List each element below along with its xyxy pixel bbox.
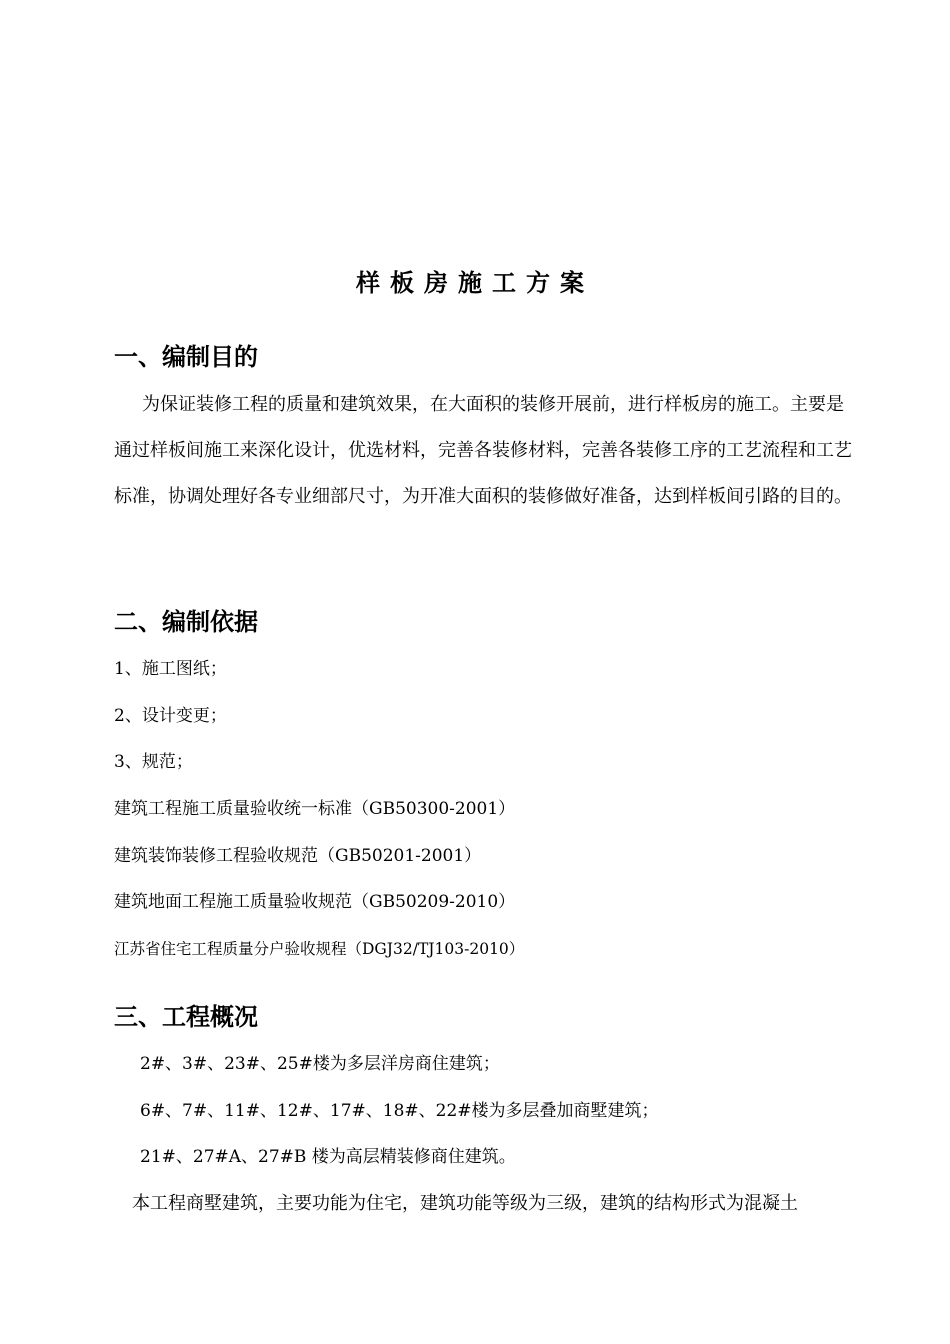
overview-item: 6#、7#、11#、12#、17#、18#、22#楼为多层叠加商墅建筑；: [140, 1101, 659, 1121]
basis-item: 1、施工图纸；: [114, 659, 227, 679]
overview-item: 21#、27#A、27#B 楼为高层精装修商住建筑。: [140, 1147, 516, 1167]
section-1-paragraph: 为保证装修工程的质量和建筑效果，在大面积的装修开展前，进行样板房的施工。主要是通过样板间施工来深化设计，优选材料，完善各装修材料，完善各装修工序的工艺流程和工艺标准，协调处理好各专业细部尺寸，为开准大面积的装修做好准备，达到样板间引路的目的。: [114, 394, 852, 507]
overview-paragraph: 本工程商墅建筑，主要功能为住宅，建筑功能等级为三级，建筑的结构形式为混凝土: [132, 1193, 798, 1214]
standard-item: 建筑装饰装修工程验收规范（GB50201-2001）: [114, 846, 482, 866]
document-title: 样板房施工方案: [356, 269, 594, 297]
standard-item: 建筑地面工程施工质量验收规范（GB50209-2010）: [114, 892, 516, 912]
basis-item: 2、设计变更；: [114, 706, 227, 726]
standard-item: 江苏省住宅工程质量分户验收规程（DGJ32/TJ103-2010）: [114, 940, 525, 958]
overview-item: 2#、3#、23#、25#楼为多层洋房商住建筑；: [140, 1054, 500, 1074]
basis-item: 3、规范；: [114, 752, 193, 772]
section-2-heading: 二、编制依据: [114, 608, 258, 636]
standard-item: 建筑工程施工质量验收统一标准（GB50300-2001）: [114, 799, 516, 819]
section-1-heading: 一、编制目的: [114, 343, 258, 371]
section-3-heading: 三、工程概况: [114, 1003, 258, 1031]
